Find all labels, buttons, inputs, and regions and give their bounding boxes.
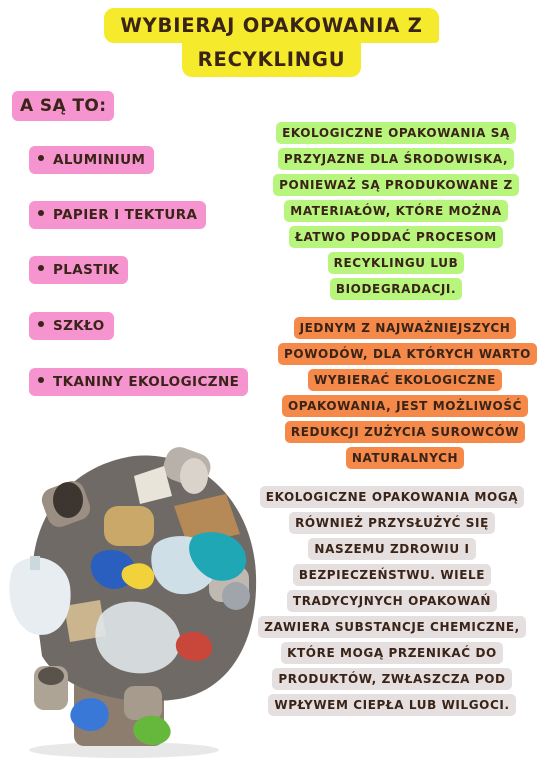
title-line-2: RECYKLINGU bbox=[182, 42, 362, 77]
material-item-glass: SZKŁO bbox=[29, 312, 114, 340]
material-item-aluminium: ALUMINIUM bbox=[29, 146, 154, 174]
page-title bbox=[0, 8, 543, 77]
info-text-gray: EKOLOGICZNE OPAKOWANIA MOGĄ RÓWNIEŻ PRZYSŁUŻYĆ SIĘ NASZEMU ZDROWIU I BEZPIECZEŃSTWU. WIELE TRADYCYJNYCH OPAKOWAŃ ZAWIERA SUBSTANCJE CHEMICZNE, KTÓRE MOGĄ PRZENIKAĆ DO PRODUKTÓW, ZWŁASZCZA POD WPŁYWEM CIEPŁA LUB WILGOCI. bbox=[258, 486, 526, 716]
info-text-orange: JEDNYM Z NAJWAŻNIEJSZYCH POWODÓW, DLA KTÓRYCH WARTO WYBIERAĆ EKOLOGICZNE OPAKOWANIA, JEST MOŻLIWOŚĆ REDUKCJI ZUŻYCIA SUROWCÓW NATURALNYCH bbox=[278, 317, 537, 469]
material-item-paper: PAPIER I TEKTURA bbox=[29, 201, 206, 229]
info-block-gray bbox=[256, 484, 528, 718]
info-text-green: EKOLOGICZNE OPAKOWANIA SĄ PRZYJAZNE DLA ŚRODOWISKA, PONIEWAŻ SĄ PRODUKOWANE Z MATERIAŁÓW, KTÓRE MOŻNA ŁATWO PODDAĆ PROCESOM RECYKLINGU LUB BIODEGRADACJI. bbox=[273, 122, 519, 300]
material-item-textiles: TKANINY EKOLOGICZNE bbox=[29, 368, 248, 396]
material-item-plastic: PLASTIK bbox=[29, 256, 128, 284]
subheading: A SĄ TO: bbox=[12, 91, 114, 121]
info-block-orange bbox=[278, 315, 532, 471]
info-block-green bbox=[268, 120, 524, 302]
trash-pile-image bbox=[4, 436, 266, 762]
title-line-1: WYBIERAJ OPAKOWANIA Z bbox=[104, 8, 438, 43]
